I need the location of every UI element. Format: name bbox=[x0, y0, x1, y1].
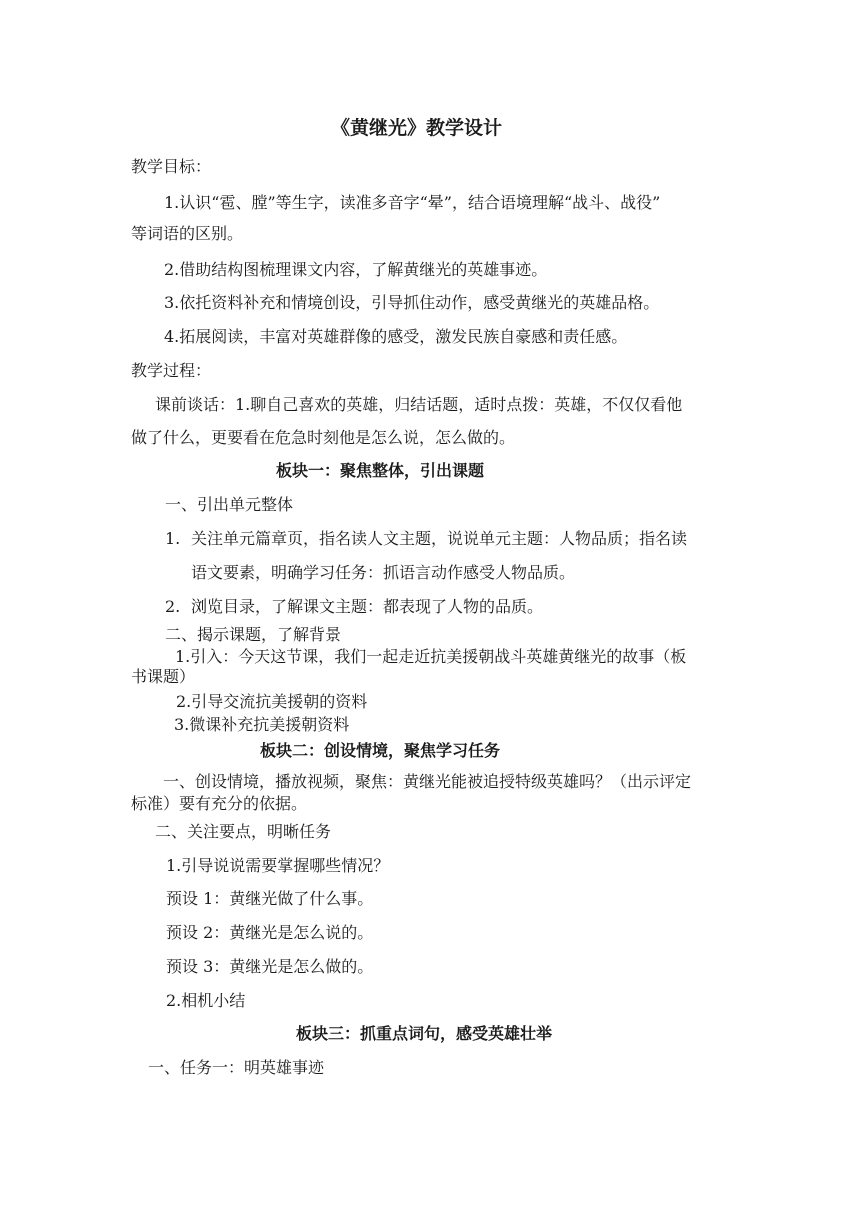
process-heading: 教学过程： bbox=[131, 361, 212, 380]
question-line: 1.引导说说需要掌握哪些情况？ bbox=[166, 856, 390, 875]
list-item: 关注单元篇章页，指名读人文主题，说说单元主题：人物品质；指名读 bbox=[191, 529, 688, 548]
list-number: 2. bbox=[165, 597, 181, 616]
step-line: 2.引导交流抗美援朝的资料 bbox=[176, 692, 368, 711]
question-line: 2.相机小结 bbox=[166, 991, 246, 1010]
preset-line: 预设 1：黄继光做了什么事。 bbox=[166, 889, 374, 908]
step-line: 3.微课补充抗美援朝资料 bbox=[174, 715, 350, 734]
goal-line: 等词语的区别。 bbox=[131, 224, 244, 243]
goal-line: 4.拓展阅读，丰富对英雄群像的感受，激发民族自豪感和责任感。 bbox=[164, 327, 628, 346]
intro-line: 1.引入：今天这节课，我们一起走近抗美援朝战斗英雄黄继光的故事（板 bbox=[175, 647, 687, 666]
block1-section-1: 一、引出单元整体 bbox=[165, 495, 294, 514]
block2-section-1: 一、创设情境，播放视频，聚焦：黄继光能被追授特级英雄吗？（出示评定 bbox=[163, 772, 692, 791]
goal-line: 1.认识“雹、膛”等生字，读准多音字“晕”，结合语境理解“战斗、战役” bbox=[164, 193, 661, 212]
block3-heading: 板块三：抓重点词句，感受英雄壮举 bbox=[296, 1024, 553, 1043]
list-item: 语文要素，明确学习任务：抓语言动作感受人物品质。 bbox=[191, 563, 576, 582]
block1-heading: 板块一：聚焦整体，引出课题 bbox=[276, 461, 485, 480]
block2-heading: 板块二：创设情境，聚焦学习任务 bbox=[260, 741, 501, 760]
list-item: 浏览目录，了解课文主题：都表现了人物的品质。 bbox=[191, 597, 544, 616]
goal-line: 2.借助结构图梳理课文内容，了解黄继光的英雄事迹。 bbox=[164, 260, 548, 279]
block3-section-1: 一、任务一：明英雄事迹 bbox=[148, 1058, 325, 1077]
goals-heading: 教学目标： bbox=[131, 157, 212, 176]
page-title: 《黄继光》教学设计 bbox=[331, 117, 503, 139]
intro-line: 书课题） bbox=[131, 667, 196, 686]
warmup-line: 课前谈话：1.聊自己喜欢的英雄，归结话题，适时点拨：英雄，不仅仅看他 bbox=[155, 395, 683, 414]
warmup-line: 做了什么，更要看在危急时刻他是怎么说，怎么做的。 bbox=[131, 428, 516, 447]
block1-section-2: 二、揭示课题，了解背景 bbox=[165, 625, 342, 644]
block2-section-2: 二、关注要点，明晰任务 bbox=[155, 822, 332, 841]
preset-line: 预设 3：黄继光是怎么做的。 bbox=[166, 957, 374, 976]
goal-line: 3.依托资料补充和情境创设，引导抓住动作，感受黄继光的英雄品格。 bbox=[164, 293, 660, 312]
preset-line: 预设 2：黄继光是怎么说的。 bbox=[166, 923, 374, 942]
block2-section-1: 标准）要有充分的依据。 bbox=[131, 794, 308, 813]
list-number: 1. bbox=[165, 529, 181, 548]
